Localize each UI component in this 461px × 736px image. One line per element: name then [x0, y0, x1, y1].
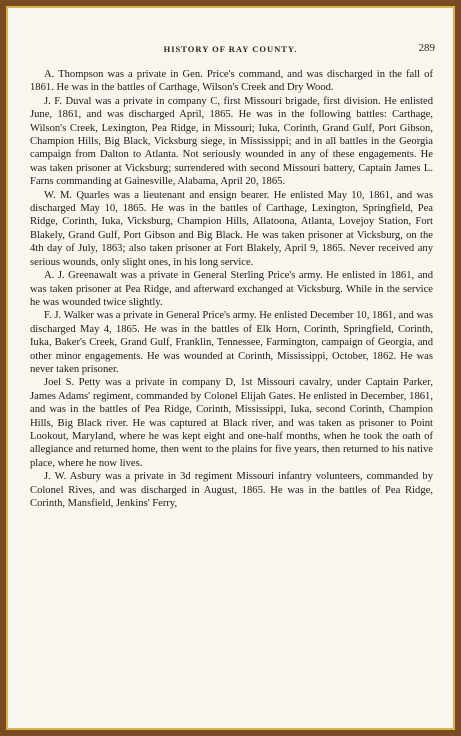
running-head: HISTORY OF RAY COUNTY.	[163, 44, 298, 54]
page-header	[8, 44, 453, 58]
paragraph-asbury: J. W. Asbury was a private in 3d regiment Missouri infantry volunteers, commanded by Colonel Rives, and was discharged in August, 1865. He was in the battles of Pea Ridge, Corinth, Mansfield, Jenkins' Ferry,	[30, 471, 433, 509]
paragraph-greenawalt: A. J. Greenawalt was a private in General Sterling Price's army. He enlisted in 1861, and was taken prisoner at Pea Ridge, and afterward exchanged at Vicksburg. While in the service he was wounded twice slightly.	[30, 270, 433, 308]
book-page	[6, 6, 455, 730]
paragraph-quarles: W. M. Quarles was a lieutenant and ensign bearer. He enlisted May 10, 1861, and was discharged May 10, 1865. He was in the battles of Carthage, Lexington, Springfield, Pea Ridge, Corinth, Iuka, Vicksburg, Champion Hills, Allatoona, Atlanta, Lovejoy Station, Fort Blakely, Grand Gulf, Port Gibson and Big Black. He was taken prisoner at Vicksburg, on the 4th day of July, 1863; also taken prisoner at Fort Blakely, April 9, 1865. Never received any serious wounds, only slight ones, in his long service.	[30, 189, 433, 268]
paragraph-duval: J. F. Duval was a private in company C, first Missouri brigade, first division. He enlisted June, 1861, and was discharged April, 1865. He was in the following battles: Carthage, Wilson's Creek, Lexington, Pea Ridge, in Missouri; Iuka, Corinth, Grand Gulf, Port Gibson, Champion Hills, Big Black, Vicksburg siege, in Mississippi; and in all battles in the Georgia campaign from Dalton to Atlanta. Not seriously wounded in any of these engagements. He was taken prisoner at Vicksburg; surrendered with second Missouri battery, Captain James L. Farns commanding at Gainesville, Alabama, April 20, 1865.	[30, 95, 433, 188]
paragraph-thompson: A. Thompson was a private in Gen. Price's command, and was discharged in the fall of 1861. He was in the battles of Carthage, Wilson's Creek and Dry Wood.	[30, 69, 433, 94]
paragraph-walker: F. J. Walker was a private in General Price's army. He enlisted December 10, 1861, and was discharged May 4, 1865. He was in the battles of Elk Horn, Corinth, Springfield, Corinth, Iuka, Baker's Creek, Grand Gulf, Franklin, Tennessee, Farmington, campaign of Georgia, and other minor engagements. He was wounded at Corinth, Mississippi, October, 1862. He was never taken prisoner.	[30, 310, 433, 375]
page-number: 289	[418, 42, 435, 54]
paragraph-petty: Joel S. Petty was a private in company D, 1st Missouri cavalry, under Captain Parker, James Adams' regiment, commanded by Colonel Elijah Gates. He enlisted in December, 1861, and was in the battles of Pea Ridge, Corinth, Mississippi, Iuka, second Corinth, Champion Hills, Big Black river. He was captured at Black river, and was taken as prisoner to Point Lookout, Maryland, where he was kept eight and one-half months, when he took the oath of allegiance and returned home, then went to the plains for five years, then returned to his native place, where he now lives.	[30, 377, 433, 469]
page-body	[30, 68, 433, 510]
